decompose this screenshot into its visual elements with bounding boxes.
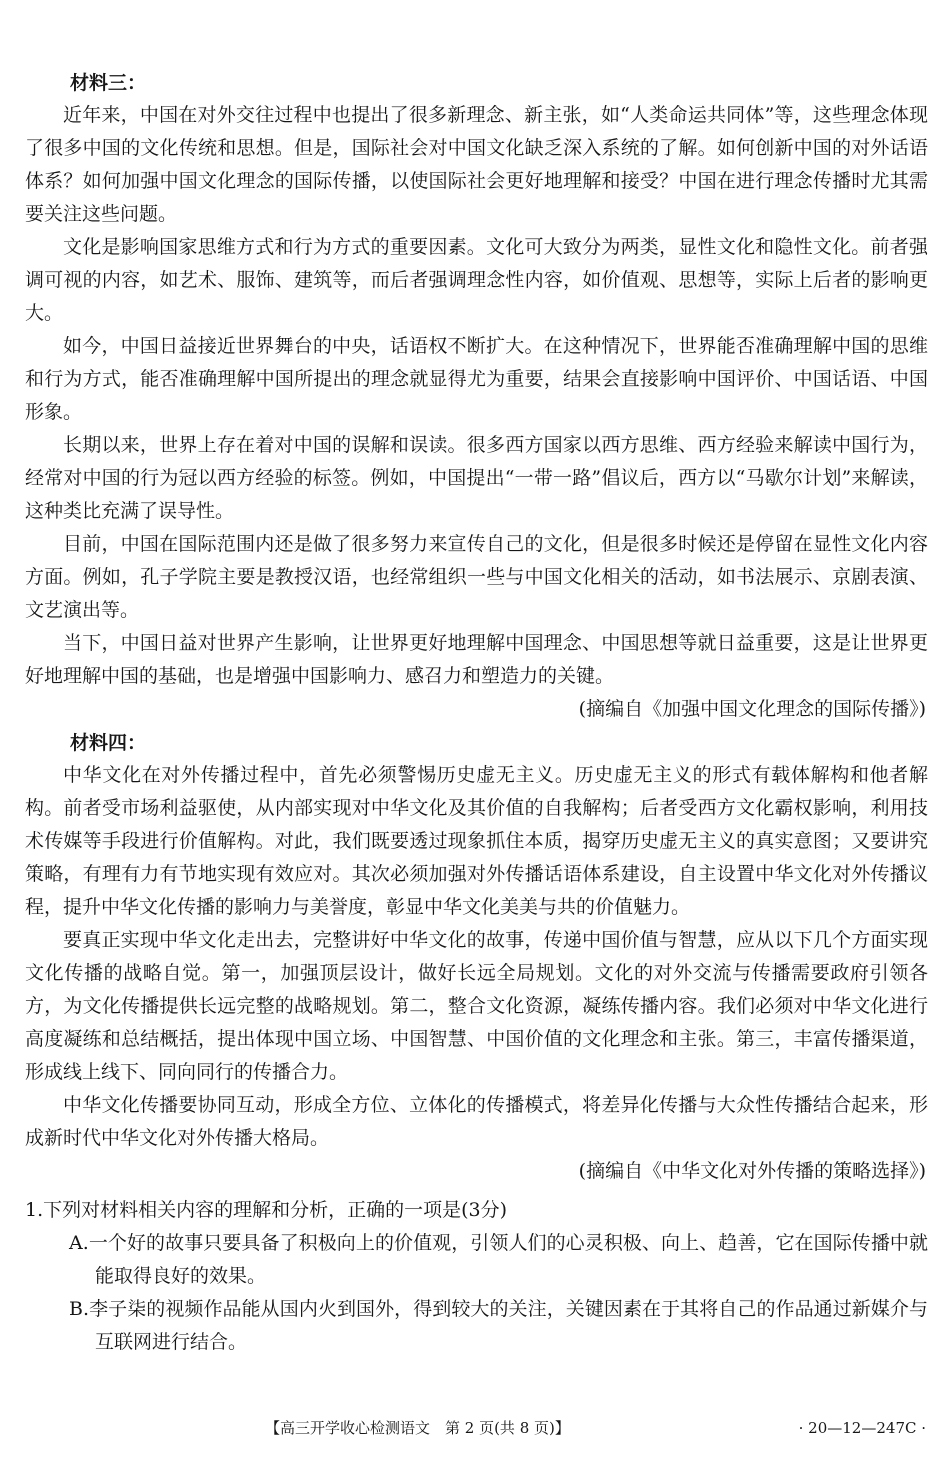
question-1-option-a: A.一个好的故事只要具备了积极向上的价值观，引领人们的心灵积极、向上、趋善，它在国际传播中就能取得良好的效果。 <box>69 1232 928 1287</box>
material3-paragraph-2: 文化是影响国家思维方式和行为方式的重要因素。文化可大致分为两类，显性文化和隐性文化。前者强调可视的内容，如艺术、服饰、建筑等，而后者强调理念性内容，如价值观、思想等，实际上后者的影响更大。 <box>25 236 928 324</box>
material3-paragraph-5: 目前，中国在国际范围内还是做了很多努力来宣传自己的文化，但是很多时候还是停留在显性文化内容方面。例如，孔子学院主要是教授汉语，也经常组织一些与中国文化相关的活动，如书法展示、京剧表演、文艺演出等。 <box>25 533 928 621</box>
material3-paragraph-6: 当下，中国日益对世界产生影响，让世界更好地理解中国理念、中国思想等就日益重要，这是让世界更好地理解中国的基础，也是增强中国影响力、感召力和塑造力的关键。 <box>25 632 928 687</box>
material4-source: (摘编自《中华文化对外传播的策略选择》) <box>578 1160 926 1182</box>
footer-exam-code: · 20—12—247C · <box>798 1419 926 1437</box>
page-footer <box>0 1413 950 1443</box>
material3-heading: 材料三： <box>70 72 147 94</box>
material4-paragraph-1: 中华文化在对外传播过程中，首先必须警惕历史虚无主义。历史虚无主义的形式有载体解构和他者解构。前者受市场利益驱使，从内部实现对中华文化及其价值的自我解构；后者受西方文化霸权影响，利用技术传媒等手段进行价值解构。对此，我们既要透过现象抓住本质，揭穿历史虚无主义的真实意图；又要讲究策略，有理有力有节地实现有效应对。其次必须加强对外传播话语体系建设，自主设置中华文化对外传播议程，提升中华文化传播的影响力与美誉度，彰显中华文化美美与共的价值魅力。 <box>25 764 928 918</box>
material4-heading: 材料四： <box>70 732 147 754</box>
footer-page-info: 【高三开学收心检测语文 第 2 页(共 8 页)】 <box>265 1419 570 1437</box>
material4-paragraph-2: 要真正实现中华文化走出去，完整讲好中华文化的故事，传递中国价值与智慧，应从以下几个方面实现文化传播的战略自觉。第一，加强顶层设计，做好长远全局规划。文化的对外交流与传播需要政府引领各方，为文化传播提供长远完整的战略规划。第二，整合文化资源，凝练传播内容。我们必须对中华文化进行高度凝练和总结概括，提出体现中国立场、中国智慧、中国价值的文化理念和主张。第三，丰富传播渠道，形成线上线下、同向同行的传播合力。 <box>25 929 928 1083</box>
material3-source: (摘编自《加强中国文化理念的国际传播》) <box>578 698 926 720</box>
question-1-option-b: B.李子柒的视频作品能从国内火到国外，得到较大的关注，关键因素在于其将自己的作品通过新媒介与互联网进行结合。 <box>69 1298 928 1353</box>
page-content <box>25 68 928 1359</box>
material3-paragraph-4: 长期以来，世界上存在着对中国的误解和误读。很多西方国家以西方思维、西方经验来解读中国行为，经常对中国的行为冠以西方经验的标签。例如，中国提出“一带一路”倡议后，西方以“马歇尔计划”来解读，这种类比充满了误导性。 <box>25 434 928 522</box>
material3-paragraph-3: 如今，中国日益接近世界舞台的中央，话语权不断扩大。在这种情况下，世界能否准确理解中国的思维和行为方式，能否准确理解中国所提出的理念就显得尤为重要，结果会直接影响中国评价、中国话语、中国形象。 <box>25 335 928 423</box>
material4-paragraph-3: 中华文化传播要协同互动，形成全方位、立体化的传播模式，将差异化传播与大众性传播结合起来，形成新时代中华文化对外传播大格局。 <box>25 1094 928 1149</box>
question-1-stem: 1.下列对材料相关内容的理解和分析，正确的一项是(3分) <box>25 1199 508 1221</box>
material3-paragraph-1: 近年来，中国在对外交往过程中也提出了很多新理念、新主张，如“人类命运共同体”等，这些理念体现了很多中国的文化传统和思想。但是，国际社会对中国文化缺乏深入系统的了解。如何创新中国的对外话语体系？如何加强中国文化理念的国际传播，以使国际社会更好地理解和接受？中国在进行理念传播时尤其需要关注这些问题。 <box>25 104 928 225</box>
